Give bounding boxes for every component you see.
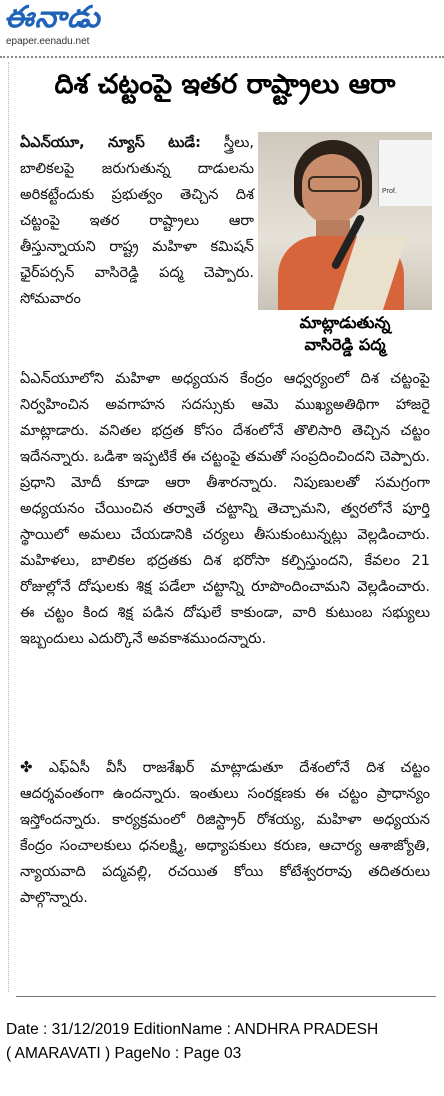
speaker-photo <box>258 132 432 310</box>
footer-line-2: ( AMARAVATI ) PageNo : Page 03 <box>6 1045 242 1062</box>
dateline: ఏఎన్‌యూ, న్యూస్ టుడే: <box>20 135 201 151</box>
masthead <box>0 0 444 60</box>
paragraph-2: ఏఎన్‌యూలోని మహిళా అధ్యయన కేంద్రం ఆధ్వర్యంలో దిశ చట్టంపై నిర్వహించిన అవగాహన సదస్సుకు ఆమె ముఖ్యఅతిథిగా హాజరై మాట్లాడారు. వనితల భద్రత కోసం దేశంలోనే తొలిసారి తెచ్చిన చట్టం ఇదేనన్నారు. ఒడిశా ఇప్పటికే ఈ చట్టంపై తమతో సంప్రదించిందని చెప్పారు. ప్రధాని మోదీ కూడా ఆరా తీశారన్నారు. నిపుణులతో సమగ్రంగా అధ్యయనం చేయించిన తర్వాతే చట్టాన్ని తెచ్చామని, త్వరలోనే పూర్తి స్థాయిలో అమలు చేయడానికి చర్యలు తీసుకుంటున్నట్లు వెల్లడించారు. మహిళలు, బాలికల భద్రతకు దిశ భరోసా కల్పిస్తుందని, కేవలం 21 రోజుల్లోనే దోషులకు శిక్ష పడేలా చట్టాన్ని రూపొందించామని వెల్లడించారు. ఈ చట్టం కింద శిక్ష పడిన దోషులే కాకుండా, వారి కుటుంబ సభ్యులు ఇబ్బందులు ఎదుర్కొనే అవకాశముందన్నారు. <box>20 371 430 647</box>
paragraph-3: ఎఫ్ఏసీ వీసీ రాజశేఖర్ మాట్లాడుతూ దేశంలోనే దిశ చట్టం ఆదర్శవంతంగా ఉందన్నారు. ఇంతులు సంరక్షణకు ఈ చట్టం ప్రాధాన్యం ఇస్తోందన్నారు. కార్యక్రమంలో రిజిస్ట్రార్ రోశయ్య, మహిళా అధ్యయన కేంద్రం సంచాలకులు ధనలక్ష్మి, అధ్యాపకులు కరుణ, ఆచార్య ఆశాజ్యోతి, న్యాయవాది పద్మవల్లి, రచయిత కోయి కోటేశ్వరరావు తదితరులు పాల్గొన్నారు. <box>20 760 430 906</box>
left-column-rule <box>8 62 9 992</box>
eenadu-logo: ఈనాడు <box>4 0 101 35</box>
paragraph-1: స్త్రీలు, బాలికలపై జరుగుతున్న దాడులను అరికట్టేందుకు ప్రభుత్వం తెచ్చిన దిశ చట్టంపై ఇతర రాష్ట్రాలు ఆరా తీస్తున్నాయని రాష్ట్ర మహిళా కమిషన్ ఛైర్‌పర్సన్ వాసిరెడ్డి పద్మ చెప్పారు. సోమవారం <box>20 135 254 307</box>
bullet-icon: ✤ <box>20 758 33 776</box>
footer-line-1: Date : 31/12/2019 EditionName : ANDHRA PRADESH <box>6 1021 379 1038</box>
edition-footer <box>6 1018 438 1066</box>
paragraph-3-block <box>20 754 430 911</box>
photo-caption <box>258 312 432 372</box>
site-url: epaper.eenadu.net <box>6 36 90 47</box>
photo-banner-text: Prof. <box>382 188 397 195</box>
article-intro <box>20 130 254 312</box>
bottom-divider <box>16 996 436 997</box>
top-divider <box>0 56 444 58</box>
article-headline: దిశ చట్టంపై ఇతర రాష్ట్రాలు ఆరా <box>54 69 396 100</box>
caption-line-2: వాసిరెడ్డి పద్మ <box>304 335 386 354</box>
caption-line-1: మాట్లాడుతున్న <box>299 313 391 332</box>
